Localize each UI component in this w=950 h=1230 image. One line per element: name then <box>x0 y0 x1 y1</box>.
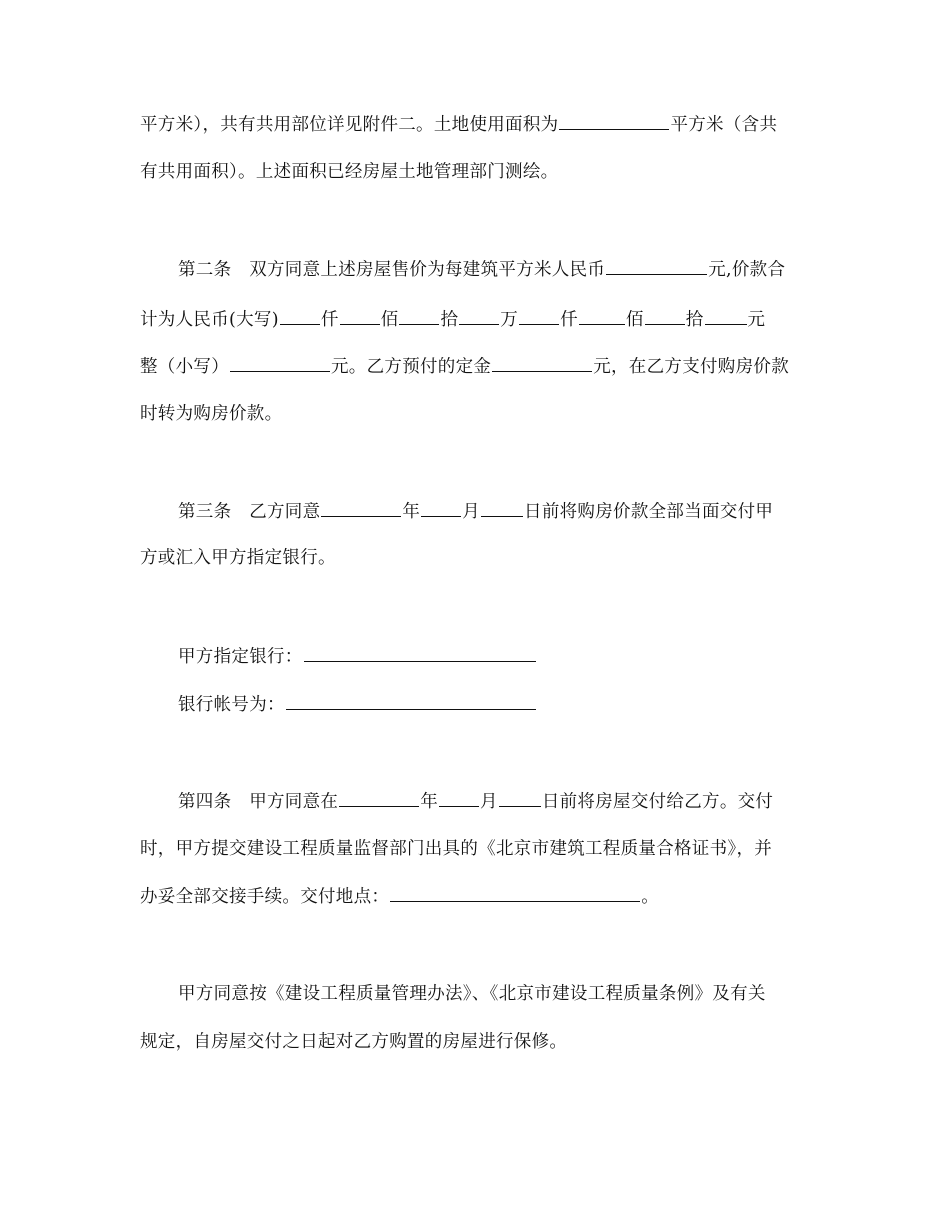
unit-yuan: 元 <box>747 310 766 330</box>
amount-yuan-field[interactable] <box>705 307 747 325</box>
amount-lowercase-field[interactable] <box>230 354 330 372</box>
delivery-location-field[interactable] <box>390 884 640 902</box>
amount-wan-field[interactable] <box>459 307 499 325</box>
amount-shi2-field[interactable] <box>645 307 685 325</box>
warranty-text-a: 甲方同意按《建设工程质量管理办法》、《北京市建设工程质量条例》及有关 <box>178 984 766 1004</box>
article2-text-b: 元,价款合 <box>708 260 786 280</box>
amount-shi-field[interactable] <box>399 307 439 325</box>
p1-text-b: 平方米（含共 <box>670 115 778 135</box>
article4-line1 <box>178 789 773 813</box>
article2-line2 <box>140 307 765 331</box>
unit-qian-2: 仟 <box>560 310 578 330</box>
bank-field[interactable] <box>304 644 536 662</box>
payment-day-field[interactable] <box>481 499 523 517</box>
bank-label: 甲方指定银行： <box>178 647 303 667</box>
p1-text-c: 有共用面积）。上述面积已经房屋土地管理部门测绘。 <box>140 162 559 182</box>
unit-qian: 仟 <box>320 310 339 330</box>
article4-text-c: 时，甲方提交建设工程质量监督部门出具的《北京市建筑工程质量合格证书》，并 <box>140 839 773 859</box>
article4-year-label: 年 <box>420 792 439 812</box>
article4-line2 <box>140 837 772 861</box>
unit-price-field[interactable] <box>606 257 707 275</box>
article4-text-e: 。 <box>641 887 660 907</box>
article3-text-c: 方或汇入甲方指定银行。 <box>140 548 336 568</box>
unit-shi-2: 拾 <box>685 310 704 330</box>
article4-line3 <box>140 884 659 908</box>
bank-line <box>178 644 537 668</box>
payment-year-field[interactable] <box>321 499 401 517</box>
payment-month-field[interactable] <box>421 499 461 517</box>
warranty-line2 <box>140 1030 567 1054</box>
unit-wan: 万 <box>500 310 519 330</box>
amount-qian2-field[interactable] <box>519 307 559 325</box>
account-field[interactable] <box>286 692 536 710</box>
land-area-field[interactable] <box>559 112 669 130</box>
article2-text-f: 元，在乙方支付购房价款 <box>593 357 790 377</box>
article4-text-b: 日前将房屋交付给乙方。交付 <box>541 792 774 812</box>
article3-text-a: 第三条 乙方同意 <box>178 502 321 522</box>
p1-line1 <box>140 112 777 136</box>
article2-line4 <box>140 402 282 426</box>
unit-shi: 拾 <box>440 310 459 330</box>
article4-text-a: 第四条 甲方同意在 <box>178 792 339 812</box>
delivery-day-field[interactable] <box>499 789 541 807</box>
deposit-field[interactable] <box>492 354 592 372</box>
account-label: 银行帐号为： <box>178 695 285 715</box>
delivery-year-field[interactable] <box>339 789 419 807</box>
article2-text-g: 时转为购房价款。 <box>140 404 283 424</box>
article3-month-label: 月 <box>462 502 481 522</box>
unit-bai-2: 佰 <box>625 310 644 330</box>
article2-text-d: 整（小写） <box>140 357 229 377</box>
account-line <box>178 692 537 716</box>
article3-text-b: 日前将购房价款全部当面交付甲 <box>524 502 774 522</box>
p1-line2 <box>140 160 558 184</box>
warranty-line1 <box>178 982 766 1006</box>
article4-month-label: 月 <box>480 792 498 812</box>
article3-line2 <box>140 546 336 570</box>
article2-text-a: 第二条 双方同意上述房屋售价为每建筑平方米人民币 <box>178 260 606 280</box>
p1-text-a: 平方米），共有共用部位详见附件二。土地使用面积为 <box>140 115 559 135</box>
article2-text-e: 元。乙方预付的定金 <box>331 357 492 377</box>
article3-year-label: 年 <box>402 502 421 522</box>
amount-bai-field[interactable] <box>340 307 380 325</box>
article3-line1 <box>178 499 773 523</box>
article2-line3 <box>140 354 789 378</box>
amount-bai2-field[interactable] <box>579 307 625 325</box>
warranty-text-b: 规定，自房屋交付之日起对乙方购置的房屋进行保修。 <box>140 1032 568 1052</box>
article2-line1 <box>178 257 785 281</box>
article2-text-c: 计为人民币(大写) <box>140 310 279 330</box>
amount-qian-field[interactable] <box>280 307 320 325</box>
article4-text-d: 办妥全部交接手续。交付地点： <box>140 887 390 907</box>
delivery-month-field[interactable] <box>439 789 479 807</box>
unit-bai: 佰 <box>380 310 399 330</box>
